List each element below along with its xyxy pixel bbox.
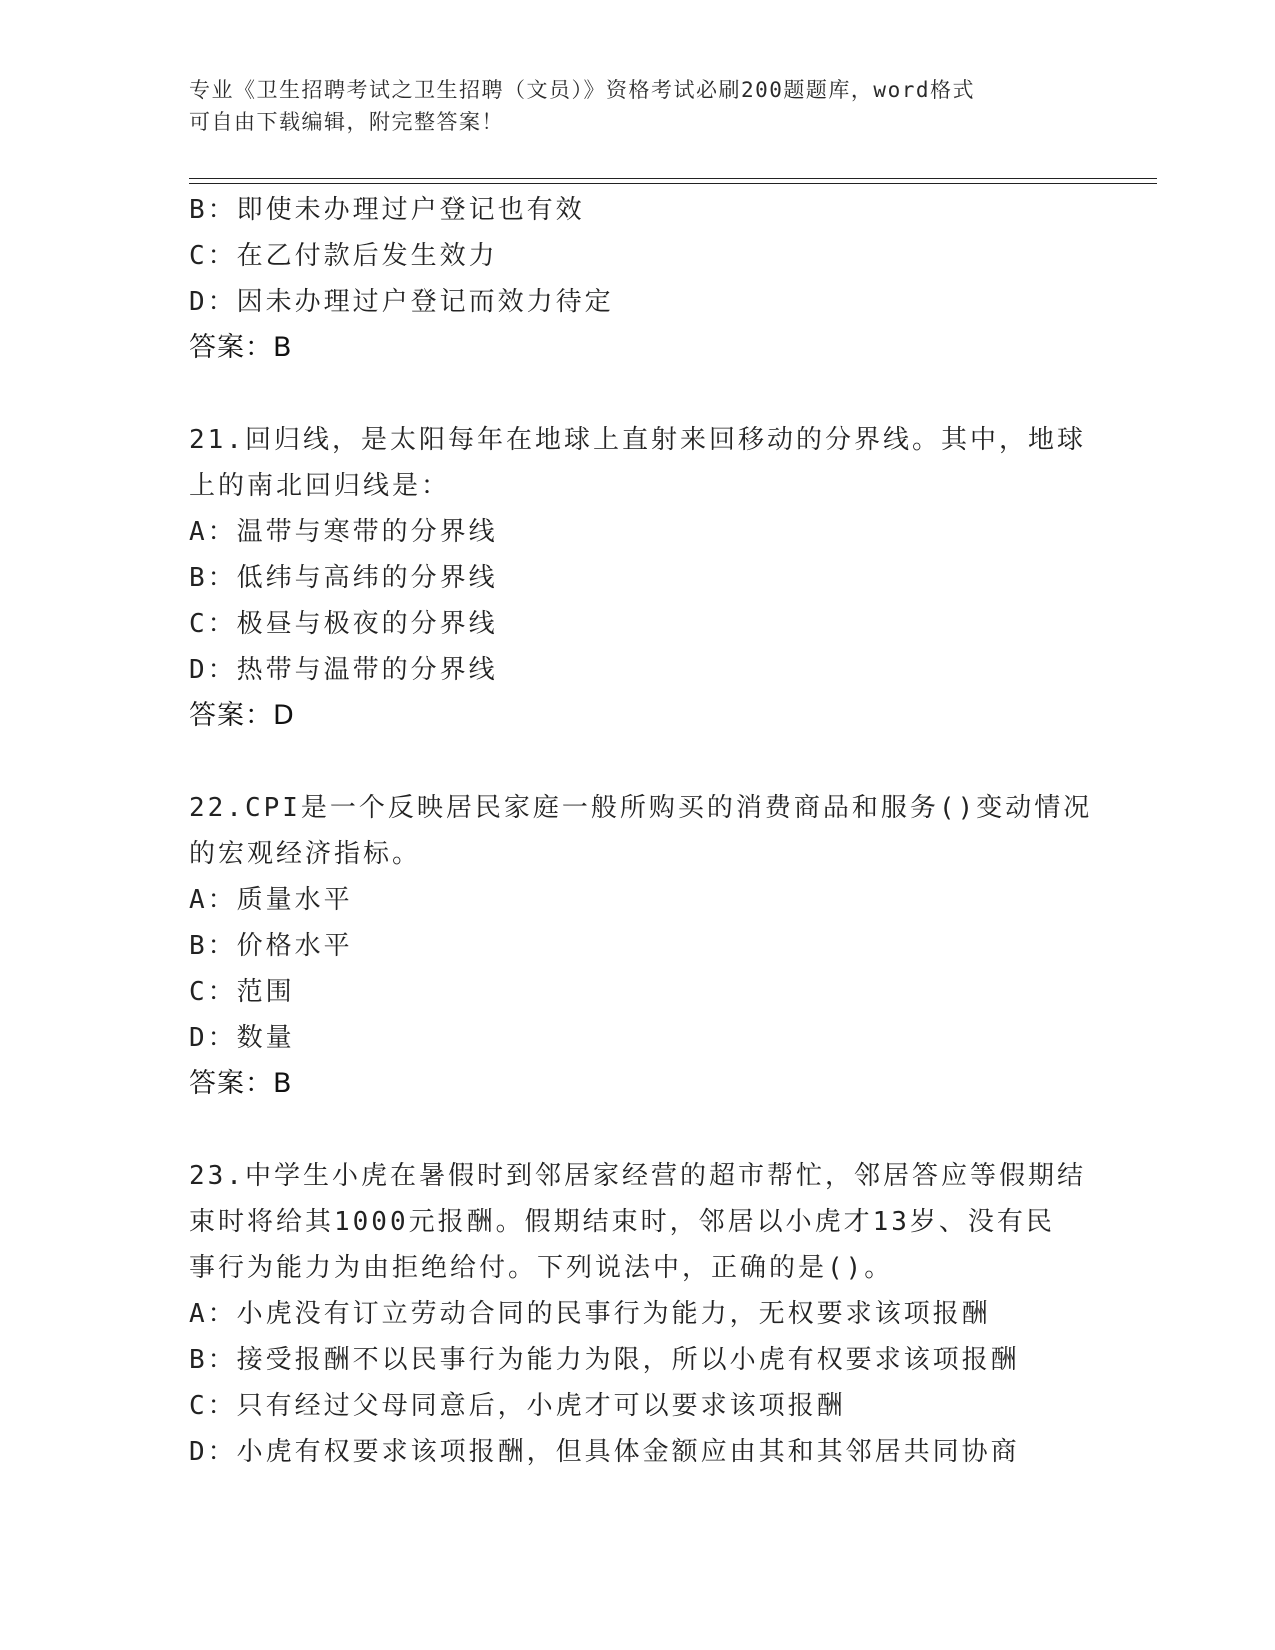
option-a: A：温带与寒带的分界线	[189, 517, 498, 547]
question-22	[189, 785, 1093, 1107]
spacer	[189, 1107, 1089, 1153]
question-stem-line: 23.中学生小虎在暑假时到邻居家经营的超市帮忙，邻居答应等假期结	[189, 1161, 1086, 1191]
option-a: A：质量水平	[189, 885, 353, 915]
header-line-1: 专业《卫生招聘考试之卫生招聘（文员）》资格考试必刷200题题库，word格式	[189, 78, 975, 102]
question-stem-line: 事行为能力为由拒绝给付。下列说法中，正确的是()。	[189, 1253, 894, 1283]
header-rule-top	[189, 178, 1157, 179]
question-stem-line: 上的南北回归线是：	[189, 471, 451, 501]
question-23	[189, 1153, 1089, 1475]
answer-label: 答案：B	[189, 1068, 293, 1099]
question-stem-line: 束时将给其1000元报酬。假期结束时，邻居以小虎才13岁、没有民	[189, 1207, 1055, 1237]
option-c: C：极昼与极夜的分界线	[189, 609, 498, 639]
option-c: C：范围	[189, 977, 295, 1007]
option-d: D：热带与温带的分界线	[189, 655, 498, 685]
question-stem-line: 的宏观经济指标。	[189, 839, 422, 869]
option-c: C：在乙付款后发生效力	[189, 241, 498, 271]
option-d: D：数量	[189, 1023, 295, 1053]
answer-label: 答案：B	[189, 332, 293, 363]
option-b: B：价格水平	[189, 931, 353, 961]
question-stem-line: 22.CPI是一个反映居民家庭一般所购买的消费商品和服务()变动情况	[189, 793, 1093, 823]
question-list	[189, 187, 1093, 1475]
option-d: D：因未办理过户登记而效力待定	[189, 287, 614, 317]
spacer	[189, 371, 1089, 417]
question-20-continued	[189, 187, 1089, 371]
option-b: B：低纬与高纬的分界线	[189, 563, 498, 593]
question-21	[189, 417, 1089, 739]
option-d: D：小虎有权要求该项报酬，但具体金额应由其和其邻居共同协商	[189, 1437, 1020, 1467]
option-b: B：接受报酬不以民事行为能力为限，所以小虎有权要求该项报酬	[189, 1345, 1020, 1375]
spacer	[189, 739, 1089, 785]
question-stem-line: 21.回归线，是太阳每年在地球上直射来回移动的分界线。其中，地球	[189, 425, 1086, 455]
answer-label: 答案：D	[189, 700, 295, 731]
option-b: B：即使未办理过户登记也有效	[189, 195, 585, 225]
option-c: C：只有经过父母同意后，小虎才可以要求该项报酬	[189, 1391, 846, 1421]
header-rule-bottom	[189, 183, 1157, 184]
document-header	[189, 74, 1069, 138]
option-a: A：小虎没有订立劳动合同的民事行为能力，无权要求该项报酬	[189, 1299, 991, 1329]
header-line-2: 可自由下载编辑，附完整答案！	[189, 110, 504, 134]
